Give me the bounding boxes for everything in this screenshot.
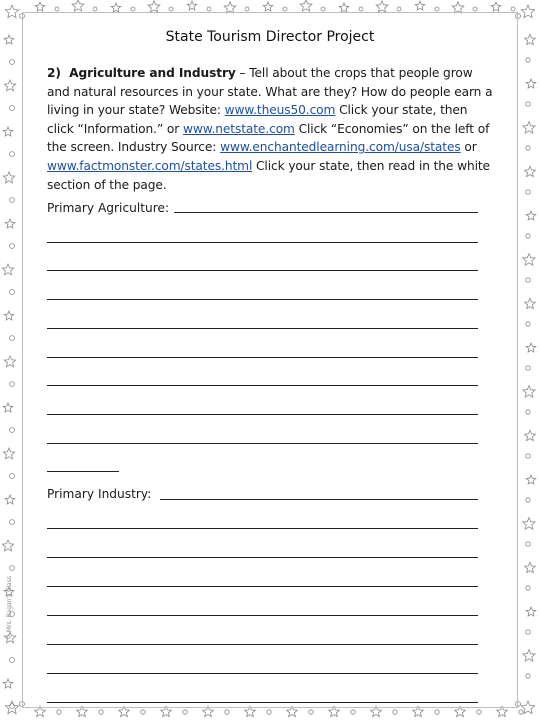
border-circle-icon [10, 428, 15, 433]
border-circle-icon [10, 290, 15, 295]
link-factmonster[interactable]: www.factmonster.com/states.html [47, 158, 253, 173]
border-circle-icon [10, 198, 15, 203]
border-star-icon [525, 430, 536, 440]
border-circle-icon [526, 630, 530, 634]
border-circle-icon [10, 106, 15, 111]
border-circle-icon [511, 7, 515, 11]
agriculture-answer-line[interactable] [47, 443, 478, 444]
industry-answer-line[interactable] [160, 499, 478, 500]
border-circle-icon [526, 674, 530, 678]
industry-answer-line[interactable] [47, 702, 478, 703]
industry-answer-line[interactable] [47, 557, 478, 558]
border-circle-icon [225, 710, 229, 714]
border-star-icon [3, 403, 13, 412]
border-circle-icon [435, 710, 439, 714]
prompt-text-4: or [460, 140, 477, 155]
border-star-icon [523, 518, 535, 530]
border-circle-icon [207, 7, 211, 11]
question-heading: Agriculture and Industry [69, 66, 236, 80]
border-circle-icon [526, 58, 530, 62]
border-star-icon [523, 386, 535, 398]
link-enchantedlearning[interactable]: www.enchantedlearning.com/usa/states [220, 140, 461, 155]
border-circle-icon [10, 658, 15, 663]
border-star-icon [148, 1, 160, 12]
border-circle-icon [183, 710, 187, 714]
border-circle-icon [473, 7, 477, 11]
border-circle-icon [526, 498, 530, 502]
border-star-icon [523, 254, 535, 266]
border-circle-icon [10, 520, 15, 525]
border-star-icon [2, 540, 13, 551]
border-star-icon [491, 2, 501, 11]
page-title: State Tourism Director Project [165, 29, 375, 45]
border-star-icon [5, 5, 18, 18]
border-star-icon [5, 495, 15, 504]
border-star-icon [3, 172, 14, 183]
border-circle-icon [10, 60, 15, 65]
border-star-icon [521, 5, 534, 18]
link-theus50[interactable]: www.theus50.com [224, 103, 336, 118]
industry-answer-line[interactable] [47, 586, 478, 587]
border-star-icon [526, 475, 536, 484]
border-star-icon [526, 211, 536, 220]
border-circle-icon [526, 542, 530, 546]
agriculture-answer-line[interactable] [174, 212, 478, 213]
border-circle-icon [10, 474, 15, 479]
border-star-icon [300, 0, 312, 11]
border-star-icon [3, 127, 13, 136]
prompt-text-1: – Tell about the crops that people grow and natural resources in your state. What are they? How do people earn a living in your state? Website: [47, 66, 493, 118]
copyright-note: © Mrs. Ragan's Class [6, 576, 13, 640]
prompt-text-5: Click your state, then read in the white section of the page. [47, 158, 490, 192]
prompt-text-2: Click your state, then click “Information.” or [47, 103, 468, 136]
border-circle-icon [526, 190, 530, 194]
border-star-icon [187, 1, 197, 10]
border-star-icon [2, 264, 13, 275]
border-star-icon [339, 3, 349, 12]
border-star-icon [3, 448, 14, 459]
border-circle-icon [141, 710, 145, 714]
agriculture-answer-line[interactable] [47, 270, 478, 271]
question-number: 2) [47, 66, 61, 80]
border-star-icon [35, 2, 45, 11]
agriculture-label: Primary Agriculture: [47, 201, 170, 215]
border-circle-icon [99, 710, 103, 714]
question-prompt [47, 64, 497, 194]
agriculture-answer-line-short[interactable] [47, 471, 119, 472]
border-circle-icon [93, 7, 97, 11]
border-star-icon [5, 219, 15, 228]
border-star-icon [72, 0, 84, 11]
border-circle-icon [55, 7, 59, 11]
border-star-icon [526, 607, 536, 616]
link-netstate[interactable]: www.netstate.com [182, 121, 295, 136]
border-circle-icon [397, 7, 401, 11]
border-circle-icon [309, 710, 313, 714]
border-star-icon [5, 701, 18, 714]
agriculture-answer-line[interactable] [47, 385, 478, 386]
border-circle-icon [526, 146, 530, 150]
border-circle-icon [435, 7, 439, 11]
border-circle-icon [321, 7, 325, 11]
industry-answer-line[interactable] [47, 673, 478, 674]
border-star-icon [376, 1, 388, 12]
border-star-icon [523, 650, 535, 662]
border-star-icon [263, 2, 273, 11]
border-circle-icon [526, 102, 530, 106]
industry-answer-line[interactable] [47, 644, 478, 645]
border-circle-icon [519, 710, 523, 714]
border-star-icon [525, 34, 536, 44]
agriculture-answer-line[interactable] [47, 357, 478, 358]
border-star-icon [525, 166, 536, 176]
border-circle-icon [10, 382, 15, 387]
border-star-icon [525, 298, 536, 308]
industry-answer-line[interactable] [47, 528, 478, 529]
agriculture-answer-line[interactable] [47, 242, 478, 243]
border-star-icon [4, 35, 14, 44]
border-circle-icon [283, 7, 287, 11]
border-star-icon [111, 3, 121, 12]
border-circle-icon [526, 586, 530, 590]
border-star-icon [526, 343, 536, 352]
border-circle-icon [526, 410, 530, 414]
border-star-icon [526, 79, 536, 88]
border-circle-icon [57, 710, 61, 714]
border-circle-icon [526, 278, 530, 282]
border-circle-icon [10, 152, 15, 157]
border-circle-icon [359, 7, 363, 11]
border-circle-icon [526, 322, 530, 326]
border-circle-icon [10, 566, 15, 571]
border-circle-icon [477, 710, 481, 714]
agriculture-answer-line[interactable] [47, 299, 478, 300]
agriculture-answer-line[interactable] [47, 414, 478, 415]
border-circle-icon [10, 336, 15, 341]
border-circle-icon [526, 366, 530, 370]
border-star-icon [4, 80, 15, 91]
border-star-icon [523, 122, 535, 134]
border-circle-icon [351, 710, 355, 714]
border-circle-icon [131, 7, 135, 11]
border-circle-icon [245, 7, 249, 11]
border-star-icon [3, 679, 13, 688]
border-circle-icon [10, 244, 15, 249]
border-star-icon [4, 311, 14, 320]
border-circle-icon [10, 704, 15, 709]
border-star-icon [4, 356, 15, 367]
industry-answer-line[interactable] [47, 615, 478, 616]
industry-label: Primary Industry: [47, 487, 152, 501]
border-circle-icon [267, 710, 271, 714]
border-circle-icon [393, 710, 397, 714]
agriculture-answer-line[interactable] [47, 328, 478, 329]
prompt-text-3: Click “Economies” on the left of the screen. Industry Source: [47, 121, 490, 155]
border-circle-icon [169, 7, 173, 11]
border-circle-icon [526, 234, 530, 238]
border-circle-icon [526, 454, 530, 458]
border-star-icon [525, 562, 536, 572]
border-star-icon [415, 1, 425, 10]
